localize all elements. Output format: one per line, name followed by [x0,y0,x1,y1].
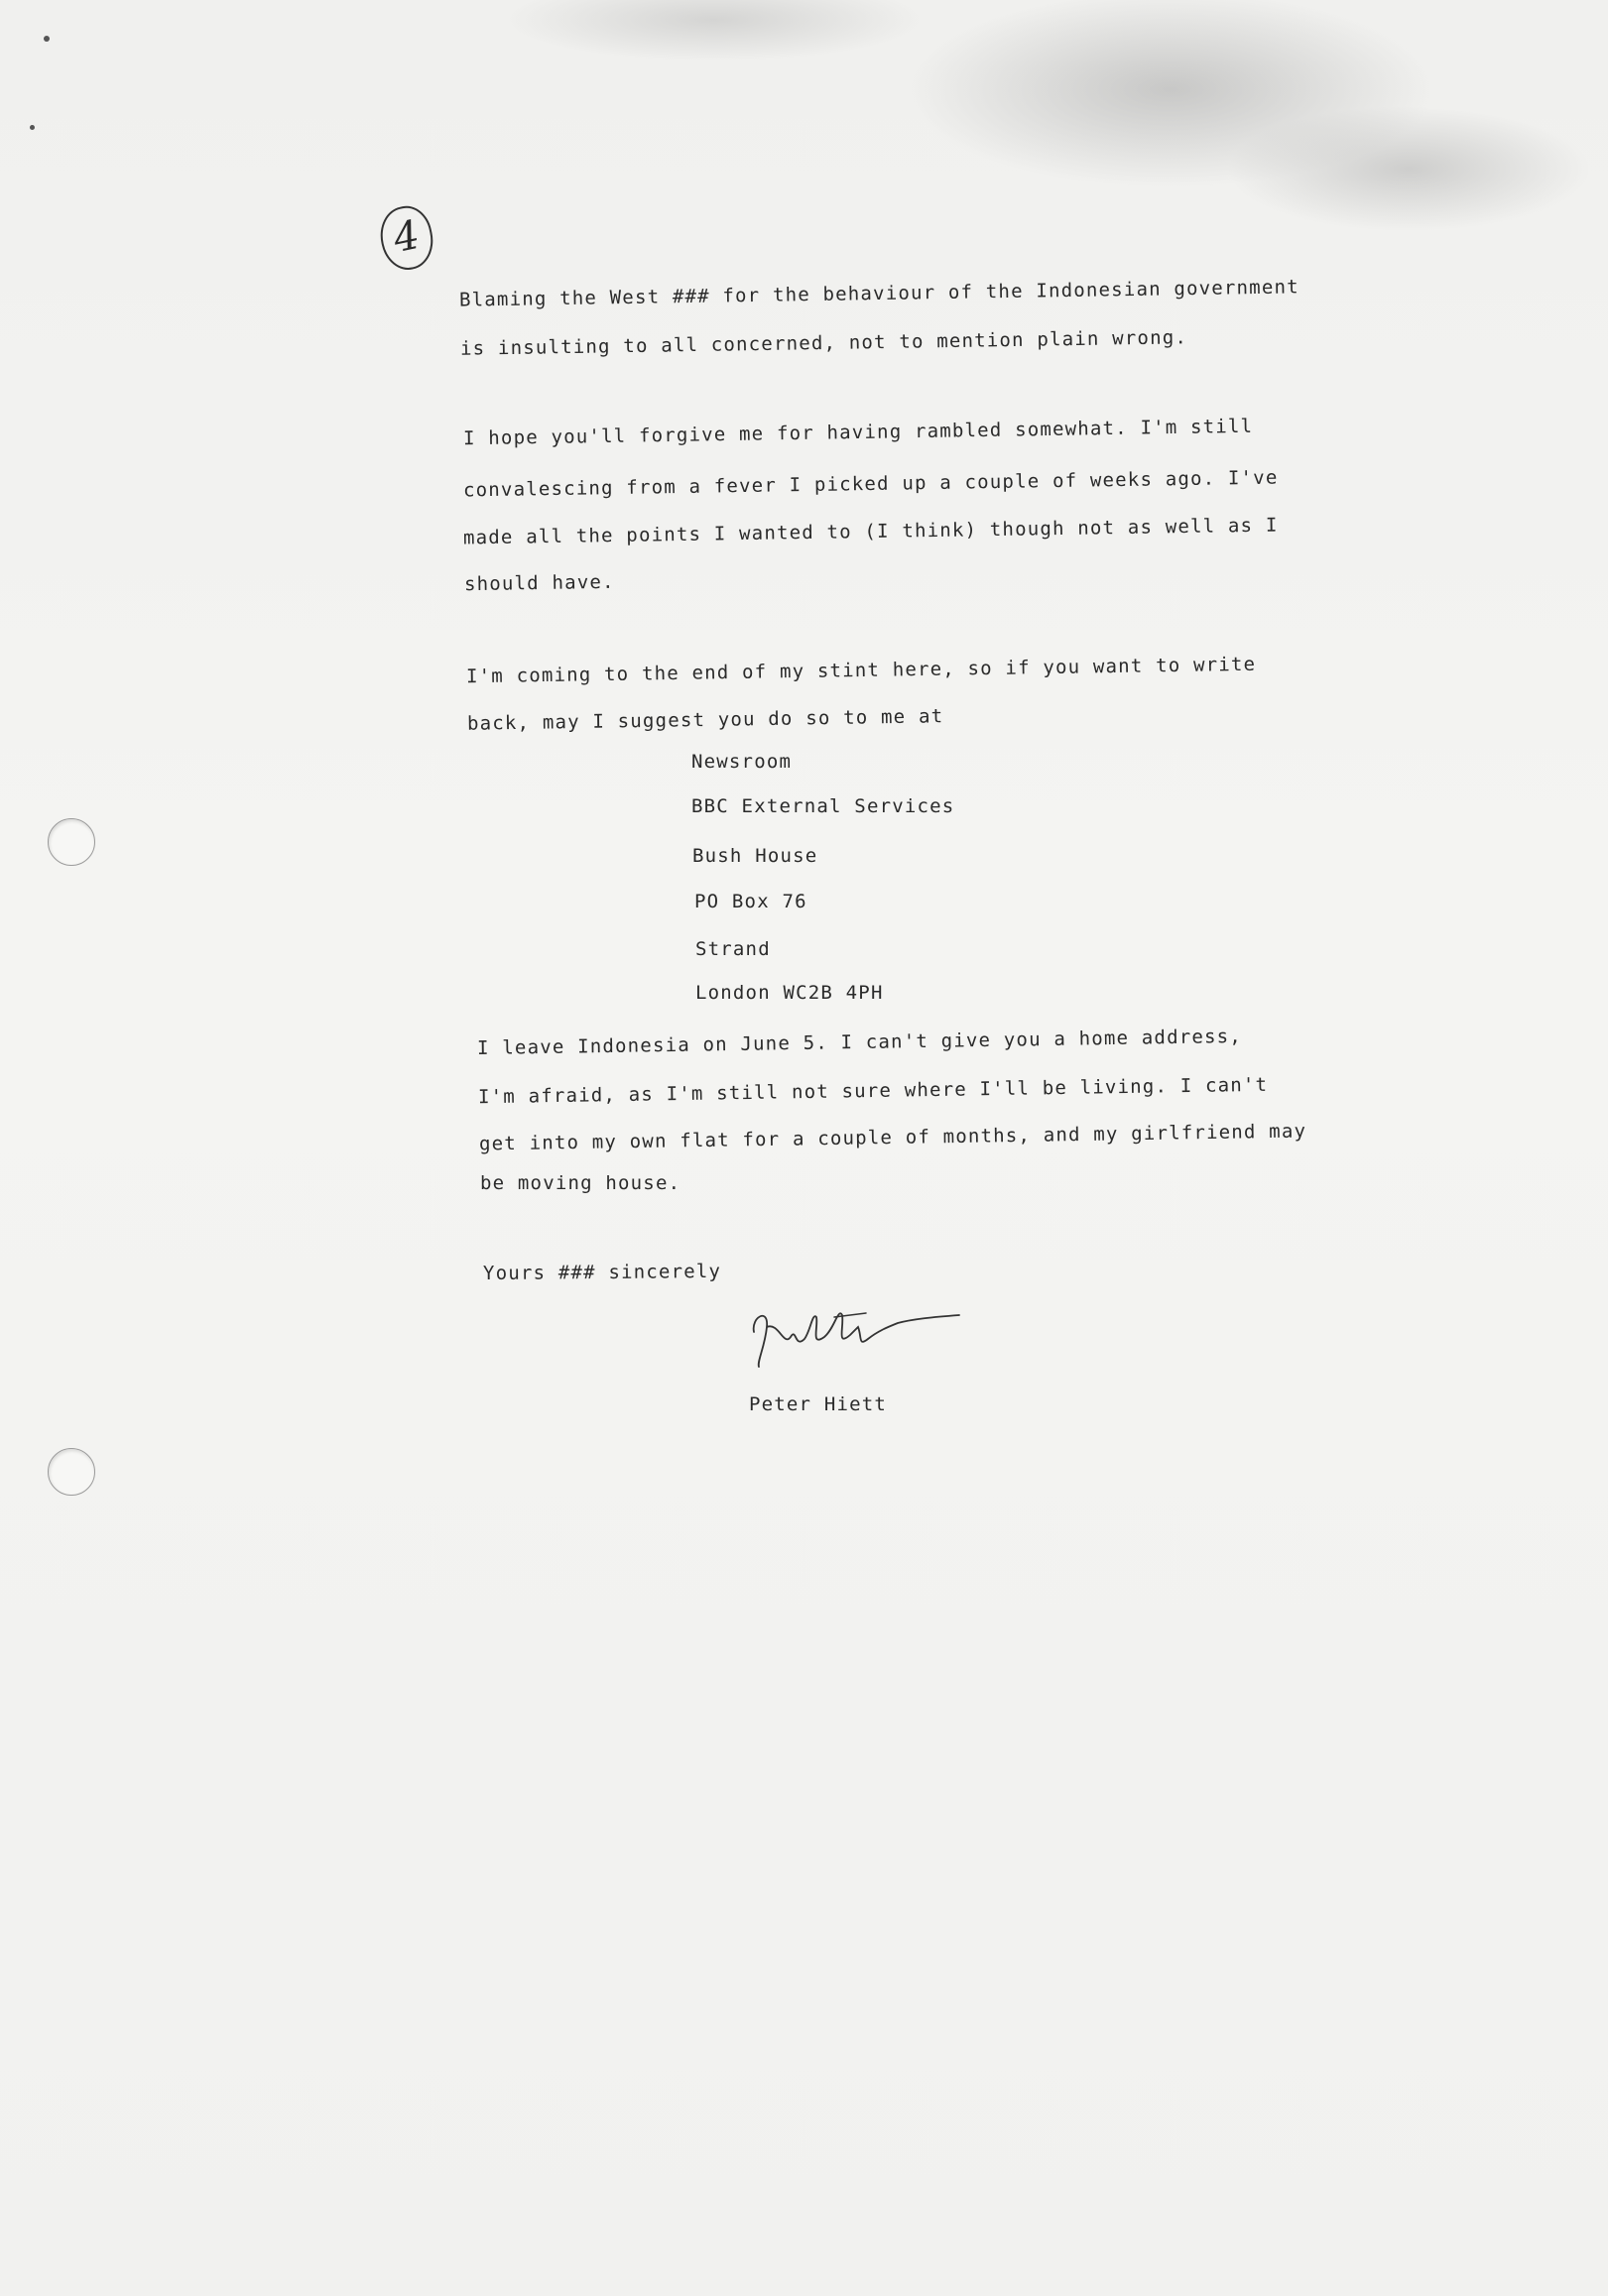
handwritten-signature [739,1287,967,1387]
address-line-6: London WC2B 4PH [695,982,884,1004]
closing: Yours ### sincerely [482,1260,722,1285]
paragraph-2-line-1: I hope you'll forgive me for having rambled somewhat. I'm still [462,415,1254,450]
address-line-3: Bush House [692,845,818,867]
paragraph-3-line-2: back, may I suggest you do so to me at [466,705,944,735]
address-line-5: Strand [695,938,771,960]
signatory-name: Peter Hiett [749,1393,888,1415]
paper-speck [44,36,50,42]
punch-hole-lower [48,1448,95,1496]
paragraph-4-line-2: I'm afraid, as I'm still not sure where I'll be living. I can't [477,1073,1269,1109]
paper-speck [30,125,35,130]
paragraph-1-line-2: is insulting to all concerned, not to mention plain wrong. [459,326,1188,360]
paragraph-2-line-2: convalescing from a fever I picked up a couple of weeks ago. I've [462,466,1279,502]
paragraph-4-line-4: be moving house. [480,1172,681,1194]
paragraph-3-line-1: I'm coming to the end of my stint here, so if you want to write [465,653,1257,688]
paragraph-2-line-4: should have. [463,570,615,596]
paragraph-2-line-3: made all the points I wanted to (I think) though not as well as I [462,514,1279,549]
address-line-1: Newsroom [691,751,793,773]
address-line-4: PO Box 76 [694,891,807,912]
address-line-2: BBC External Services [691,795,955,817]
punch-hole-upper [48,818,95,866]
page-number: 4 [375,201,438,274]
paragraph-4-line-1: I leave Indonesia on June 5. I can't give you a home address, [476,1025,1243,1060]
paragraph-1-line-1: Blaming the West ### for the behaviour of the Indonesian government [458,276,1299,311]
paragraph-4-line-3: get into my own flat for a couple of months, and my girlfriend may [478,1120,1307,1155]
